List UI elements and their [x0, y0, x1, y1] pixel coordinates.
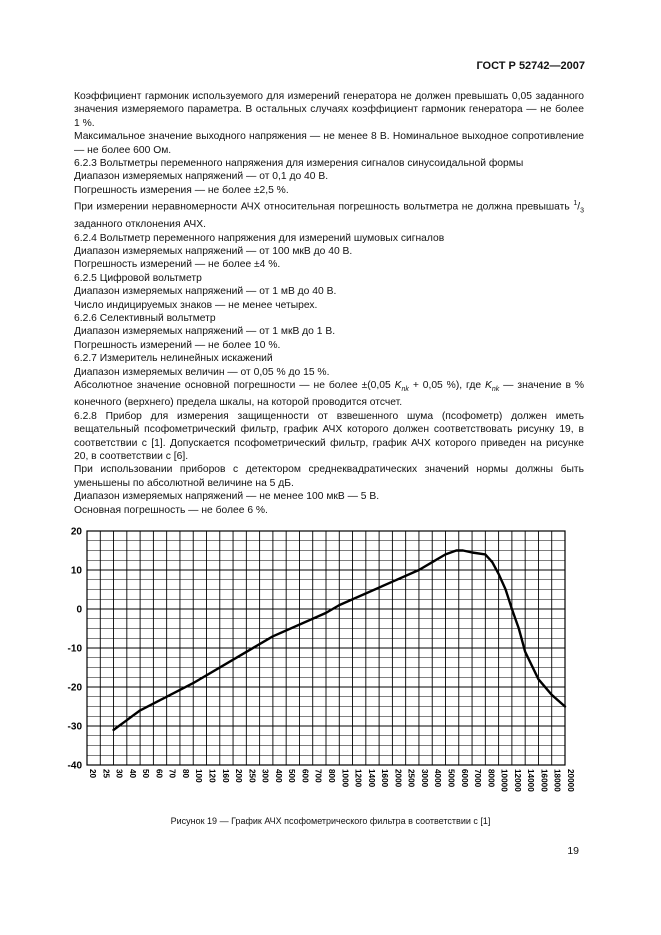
section-628 [74, 410, 584, 464]
x-tick-label: 10000 [499, 769, 509, 792]
x-tick-label: 60 [154, 769, 164, 779]
x-tick-label: 1400 [366, 769, 376, 788]
x-tick-label: 700 [313, 769, 323, 783]
x-tick-label: 40 [127, 769, 137, 779]
x-tick-label: 1200 [353, 769, 363, 788]
x-tick-label: 2500 [406, 769, 416, 788]
paragraph [74, 184, 584, 197]
text-line: Максимальное значение выходного напряжения — не менее 8 В. Номинальное выходное сопротивление — не более 600 Ом. [74, 131, 584, 156]
y-tick-label: -30 [67, 721, 82, 733]
x-tick-label: 25 [101, 769, 111, 779]
paragraph [74, 258, 584, 271]
paragraph [74, 463, 584, 490]
k-symbol: K [394, 380, 402, 391]
k-symbol: K [484, 380, 492, 391]
section-627 [74, 352, 584, 365]
text-line: Коэффициент гармоник используемого для измерений генератора не должен превышать 0,05 заданного значения измеряемого параметра. В остальных случаях коэффициент гармоник генератора — не более 1 %. [74, 91, 584, 129]
x-tick-label: 600 [300, 769, 310, 783]
text-line: Диапазон измеряемых напряжений — от 1 мВ до 40 В. [74, 286, 337, 298]
section-623 [74, 157, 584, 170]
x-tick-label: 50 [141, 769, 151, 779]
x-tick-label: 4000 [433, 769, 443, 788]
text-line: Диапазон измеряемых напряжений — от 0,1 до 40 В. [74, 171, 329, 183]
text-line: Число индицируемых знаков — не менее четырех. [74, 299, 318, 311]
text-line: Диапазон измеряемых величин — от 0,05 % до 15 %. [74, 366, 330, 378]
x-tick-label: 20 [88, 769, 97, 779]
x-tick-label: 7000 [473, 769, 483, 788]
text-line: Диапазон измеряемых напряжений — от 1 мкВ до 1 В. [74, 326, 336, 338]
paragraph [74, 379, 584, 410]
text-line: При измерении неравномерности АЧХ относительная погрешность вольтметра не должна превышать [74, 201, 574, 213]
text-line: Основная погрешность — не более 6 %. [74, 504, 268, 516]
paragraph [74, 325, 584, 338]
x-tick-label: 120 [207, 769, 217, 783]
figure-caption: Рисунок 19 — График АЧХ псофометрического фильтра в соответствии с [1] [170, 816, 491, 826]
y-tick-label: 10 [70, 565, 82, 577]
y-tick-label: -40 [67, 760, 82, 772]
text-line: Погрешность измерений — не более ±4 %. [74, 259, 281, 271]
paragraph: При измерении неравномерности АЧХ относительная погрешность вольтметра не должна превышать $^1/_3$ заданного отклонения АЧХ. [74, 200, 584, 231]
text-line: + 0,05 %), где [408, 380, 485, 391]
frequency-response-chart [60, 520, 580, 810]
paragraph [74, 245, 584, 258]
section-title: 6.2.8 Прибор для измерения защищенности от взвешенного шума (псофометр) должен иметь вещательный псофометрический фильтр, график АЧХ которого должен соответствовать рисунку 19, в соответствии с [1]. Допускается псофометрический фильтр, график АЧХ которого приведен на рисунке 20, в соответствии с [6]. [74, 410, 584, 463]
x-tick-label: 250 [247, 769, 257, 783]
x-tick-label: 16000 [539, 769, 549, 792]
x-tick-label: 200 [234, 769, 244, 783]
x-tick-label: 30 [114, 769, 124, 779]
section-title: 6.2.6 Селективный вольтметр [74, 312, 216, 324]
page-number: 19 [567, 845, 579, 857]
text-line: Погрешность измерения — не более ±2,5 %. [74, 184, 289, 196]
body-text [74, 90, 584, 517]
y-tick-label: -20 [67, 682, 82, 694]
paragraph [74, 90, 584, 130]
x-tick-label: 70 [167, 769, 177, 779]
k-subscript: nk [401, 386, 409, 394]
text-line: — значение в % конечного (верхнего) предела шкалы, на которой проводится отсчет. [74, 380, 584, 409]
fraction-denominator: 3 [580, 207, 584, 215]
text-line: Абсолютное значение основной погрешности — не более ±(0,05 [74, 380, 395, 391]
x-tick-label: 300 [260, 769, 270, 783]
y-tick-label: 0 [76, 604, 82, 616]
x-tick-label: 80 [180, 769, 190, 779]
x-tick-label: 18000 [552, 769, 562, 792]
x-tick-label: 800 [327, 769, 336, 783]
section-title: 6.2.5 Цифровой вольтметр [74, 272, 202, 284]
x-tick-label: 1600 [380, 769, 390, 788]
section-624 [74, 232, 584, 245]
text-line: При использовании приборов с детектором среднеквадратических значений нормы должны быть уменьшены по абсолютной величине на 5 дБ. [74, 464, 584, 489]
text-line: Погрешность измерений — не более 10 %. [74, 339, 281, 351]
text-line: Диапазон измеряемых напряжений — от 100 мкВ до 40 В. [74, 245, 353, 257]
k-subscript: nk [491, 386, 500, 394]
x-tick-label: 8000 [486, 769, 496, 788]
document-header: ГОСТ Р 52742—2007 [476, 60, 585, 72]
paragraph [74, 299, 584, 312]
x-tick-label: 2000 [393, 769, 403, 788]
y-tick-label: -10 [67, 643, 82, 655]
paragraph [74, 339, 584, 352]
text-line: заданного отклонения АЧХ. [74, 219, 207, 231]
paragraph [74, 490, 584, 503]
fraction-numerator: 1 [573, 200, 578, 208]
x-tick-label: 3000 [419, 769, 429, 788]
x-tick-label: 5000 [446, 769, 456, 788]
x-tick-label: 12000 [512, 769, 522, 792]
x-tick-label: 160 [220, 769, 230, 783]
x-tick-label: 6000 [459, 769, 469, 788]
x-axis-labels [88, 769, 575, 792]
text-line: Диапазон измеряемых напряжений — не менее 100 мкВ — 5 В. [74, 491, 380, 503]
x-tick-label: 100 [194, 769, 204, 783]
x-tick-label: 1000 [340, 769, 350, 788]
paragraph [74, 504, 584, 517]
section-625 [74, 272, 584, 285]
paragraph [74, 170, 584, 183]
paragraph [74, 366, 584, 379]
x-tick-label: 14000 [526, 769, 536, 792]
section-title: 6.2.4 Вольтметр переменного напряжения для измерений шумовых сигналов [74, 232, 445, 244]
section-title: 6.2.7 Измеритель нелинейных искажений [74, 353, 273, 365]
x-tick-label: 20000 [566, 769, 575, 792]
y-tick-label: 20 [70, 526, 82, 538]
paragraph [74, 285, 584, 298]
y-axis-labels [68, 527, 83, 772]
x-tick-label: 500 [287, 769, 297, 783]
section-626 [74, 312, 584, 325]
section-title: 6.2.3 Вольтметры переменного напряжения для измерения сигналов синусоидальной формы [74, 158, 524, 170]
paragraph [74, 130, 584, 157]
x-tick-label: 400 [273, 769, 283, 783]
